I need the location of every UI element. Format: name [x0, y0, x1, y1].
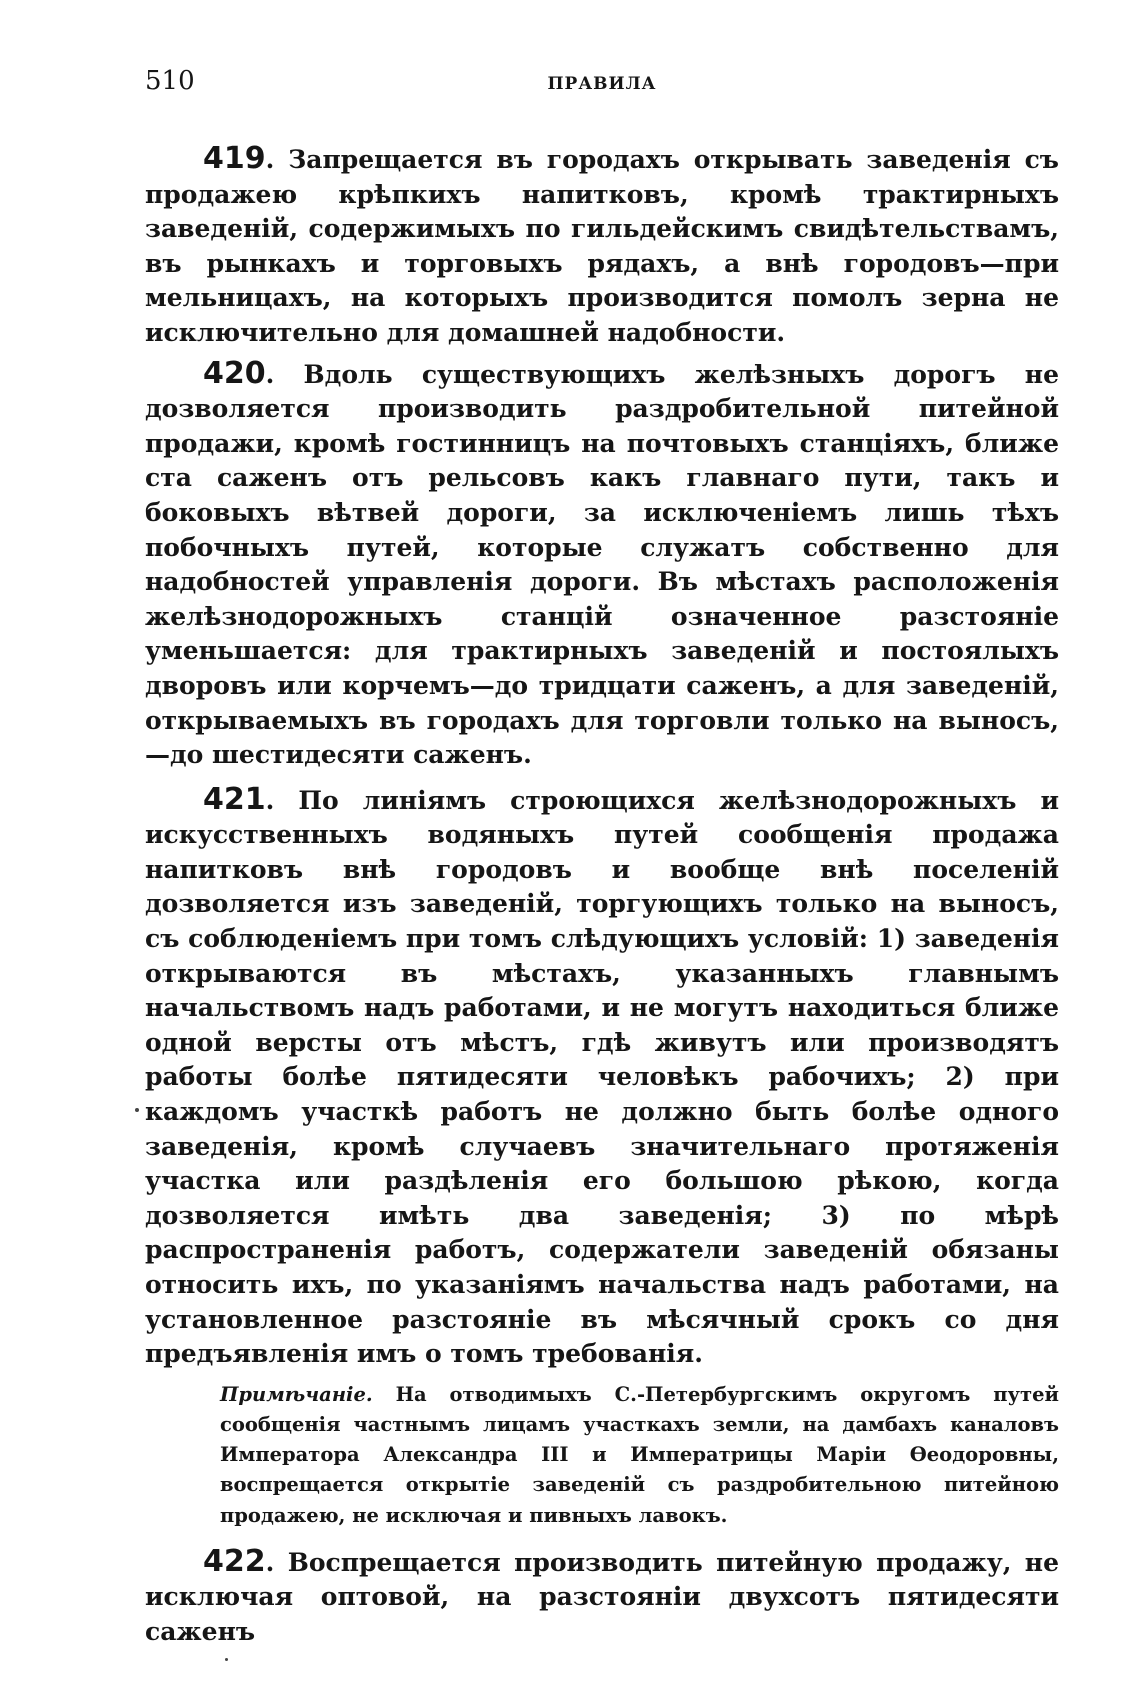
article-number: 420 — [203, 355, 266, 391]
article-420: 420. Вдоль существующихъ желѣзныхъ дорогъ не дозволяется производить раздробительной питейной продажи, кромѣ гостинницъ на почтовыхъ станціяхъ, ближе ста саженъ отъ рельсовъ какъ главнаго пути, такъ и боковыхъ вѣтвей дороги, за исключеніемъ лишь тѣхъ побочныхъ путей, которые служатъ собственно для надобностей управленія дороги. Въ мѣстахъ расположенія желѣзнодорожныхъ станцій означенное разстояніе уменьшается: для трактирныхъ заведеній и постоялыхъ дворовъ или корчемъ—до тридцати саженъ, а для заведеній, открываемыхъ въ городахъ для торговли только на выносъ,—до шестидесяти саженъ. — [145, 355, 1059, 770]
scan-speck — [225, 1658, 228, 1661]
scan-speck — [135, 1108, 139, 1112]
note-text: На отводимыхъ С.-Петербургскимъ округомъ путей сообщенія частнымъ лицамъ участкахъ земли, на дамбахъ каналовъ Императора Александра III и Императрицы Маріи Ѳеодоровны, воспрещается открытіе заведеній съ раздробительною питейною продажею, не исключая и пивныхъ лавокъ. — [220, 1382, 1059, 1527]
page-header — [145, 66, 1059, 106]
article-number: 419 — [203, 141, 266, 176]
article-419: 419. Запрещается въ городахъ открывать заведенія съ продажею крѣпкихъ напитковъ, кромѣ трактирныхъ заведеній, содержимыхъ по гильдейскимъ свидѣтельствамъ, въ рынкахъ и торговыхъ рядахъ, а внѣ городовъ—при мельницахъ, на которыхъ производится помолъ зерна не исключительно для домашней надобности. — [145, 141, 1059, 347]
article-number: 422 — [203, 1543, 266, 1579]
document-page — [145, 66, 1059, 1652]
article-text: Воспрещается производить питейную продажу, не исключая оптовой, на разстояніи двухсотъ пятидесяти саженъ — [145, 1547, 1059, 1646]
article-text: Запрещается въ городахъ открывать заведенія съ продажею крѣпкихъ напитковъ, кромѣ трактирныхъ заведеній, содержимыхъ по гильдейскимъ свидѣтельствамъ, въ рынкахъ и торговыхъ рядахъ, а внѣ городовъ—при мельницахъ, на которыхъ производится помолъ зерна не исключительно для домашней надобности. — [145, 145, 1059, 347]
article-text: Вдоль существующихъ желѣзныхъ дорогъ не дозволяется производить раздробительной питейной продажи, кромѣ гостинницъ на почтовыхъ станціяхъ, ближе ста саженъ отъ рельсовъ какъ главнаго пути, такъ и боковыхъ вѣтвей дороги, за исключеніемъ лишь тѣхъ побочныхъ путей, которые служатъ собственно для надобностей управленія дороги. Въ мѣстахъ расположенія желѣзнодорожныхъ станцій означенное разстояніе уменьшается: для трактирныхъ заведеній и постоялыхъ дворовъ или корчемъ—до тридцати саженъ, а для заведеній, открываемыхъ въ городахъ для торговли только на выносъ,—до шестидесяти саженъ. — [145, 359, 1059, 770]
article-number: 421 — [203, 781, 266, 817]
running-title: ПРАВИЛА — [547, 74, 657, 94]
note-label: Примѣчаніе. — [220, 1382, 373, 1406]
footnote-remark — [220, 1380, 1059, 1531]
page-number: 510 — [145, 66, 195, 96]
article-text: По линіямъ строющихся желѣзнодорожныхъ и искусственныхъ водяныхъ путей сообщенія продажа напитковъ внѣ городовъ и вообще внѣ поселеній дозволяется изъ заведеній, торгующихъ только на выносъ, съ соблюденіемъ при томъ слѣдующихъ условій: 1) заведенія открываются въ мѣстахъ, указанныхъ главнымъ начальствомъ надъ работами, и не могутъ находиться ближе одной версты отъ мѣстъ, гдѣ живутъ или производятъ работы болѣе пятидесяти человѣкъ рабочихъ; 2) при каждомъ участкѣ работъ не должно быть болѣе одного заведенія, кромѣ случаевъ значительнаго протяженія участка или раздѣленія его большою рѣкою, когда дозволяется имѣть два заведенія; 3) по мѣрѣ распространенія работъ, содержатели заведеній обязаны относить ихъ, по указаніямъ начальства надъ работами, на установленное разстояніе въ мѣсячный срокъ со дня предъявленія имъ о томъ требованія. — [145, 785, 1059, 1369]
article-421: 421. По линіямъ строющихся желѣзнодорожныхъ и искусственныхъ водяныхъ путей сообщенія продажа напитковъ внѣ городовъ и вообще внѣ поселеній дозволяется изъ заведеній, торгующихъ только на выносъ, съ соблюденіемъ при томъ слѣдующихъ условій: 1) заведенія открываются въ мѣстахъ, указанныхъ главнымъ начальствомъ надъ работами, и не могутъ находиться ближе одной версты отъ мѣстъ, гдѣ живутъ или производятъ работы болѣе пятидесяти человѣкъ рабочихъ; 2) при каждомъ участкѣ работъ не должно быть болѣе одного заведенія, кромѣ случаевъ значительнаго протяженія участка или раздѣленія его большою рѣкою, когда дозволяется имѣть два заведенія; 3) по мѣрѣ распространенія работъ, содержатели заведеній обязаны относить ихъ, по указаніямъ начальства надъ работами, на установленное разстояніе въ мѣсячный срокъ со дня предъявленія имъ о томъ требованія. — [145, 781, 1059, 1369]
article-422: 422. Воспрещается производить питейную продажу, не исключая оптовой, на разстояніи двухсотъ пятидесяти саженъ — [145, 1543, 1059, 1646]
